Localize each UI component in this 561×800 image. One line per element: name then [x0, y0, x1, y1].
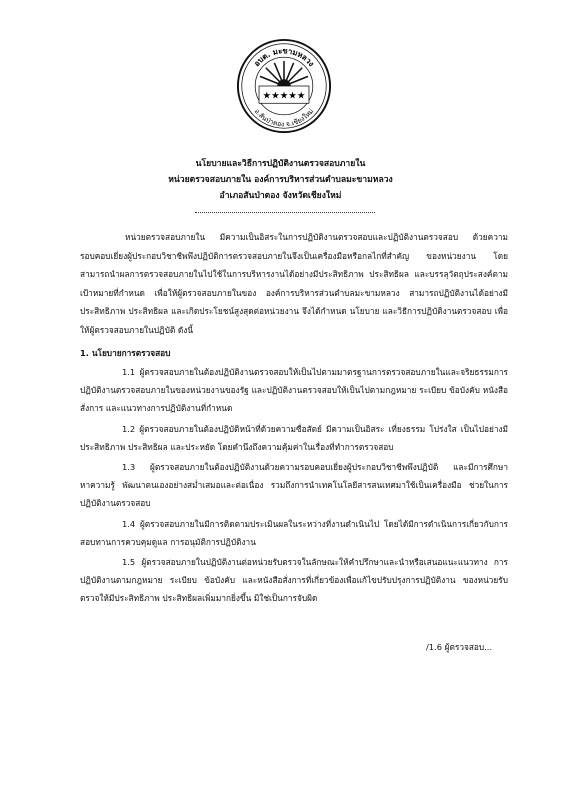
seal-bottom-text: อ.สันป่าตอง จ.เชียงใหม่: [252, 107, 316, 129]
seal-stars: ★★★★★: [262, 90, 306, 102]
organization-seal: [236, 38, 332, 134]
intro-paragraph: หน่วยตรวจสอบภายใน มีความเป็นอิสระในการปฏิบัติงานตรวจสอบและปฏิบัติงานตรวจสอบ ด้วยความรอบคอบเยี่ยงผู้ประกอบวิชาชีพพึงปฏิบัติการตรวจสอบภายในจึงเป็นเครื่องมือหรือกลไกที่สำคัญ ของหน่วยงาน โดยสามารถนำผลการตรวจสอบภายในไปใช้ในการบริหารงานได้อย่างมีประสิทธิภาพ ประสิทธิผล และบรรลุวัตถุประสงค์ตามเป้าหมายที่กำหนด เพื่อให้ผู้ตรวจสอบภายในของ องค์การบริหารส่วนตำบลมะขามหลวง สามารถปฏิบัติงานได้อย่างมีประสิทธิภาพ ประสิทธิผล และเกิดประโยชน์สูงสุดต่อหน่วยงาน จึงได้กำหนด นโยบาย และวิธีการปฏิบัติงานตรวจสอบ เพื่อให้ผู้ตรวจสอบภายในปฏิบัติ ดังนี้: [80, 232, 508, 335]
document-subtitle-unit: หน่วยตรวจสอบภายใน องค์การบริหารส่วนตำบลมะขามหลวง: [168, 175, 393, 185]
section-heading: 1. นโยบายการตรวจสอบ: [80, 348, 171, 358]
policy-item-1-5: 1.5 ผู้ตรวจสอบภายในปฏิบัติงานต่อหน่วยรับตรวจในลักษณะให้คำปรึกษาและนำหรือเสนอแนะแนวทาง การปฏิบัติงานตามกฎหมาย ระเบียบ ข้อบังคับ และหนังสือสั่งการที่เกี่ยวข้องเพื่อแก้ไขปรับปรุงการปฏิบัติงาน ของหน่วยรับตรวจให้มีประสิทธิภาพ ประสิทธิผลเพิ่มมากยิ่งขึ้น มิใช่เป็นการจับผิด: [80, 557, 508, 603]
seal-top-text: อบต. มะขามหลวง: [252, 46, 316, 69]
policy-item-1-2: 1.2 ผู้ตรวจสอบภายในต้องปฏิบัติหน้าที่ด้วยความซื่อสัตย์ มีความเป็นอิสระ เที่ยงธรรม โปร่งใส เป็นไปอย่างมีประสิทธิภาพ ประสิทธิผล และประหยัด โดยคำนึงถึงความคุ้มค่าในเรื่องที่ทำการตรวจสอบ: [80, 424, 508, 452]
policy-item-1-1: 1.1 ผู้ตรวจสอบภายในต้องปฏิบัติงานตรวจสอบให้เป็นไปตามมาตรฐานการตรวจสอบภายในและจริยธรรมการปฏิบัติงานตรวจสอบภายในของหน่วยงานของรัฐ และปฏิบัติงานตรวจสอบให้เป็นไปตามกฎหมาย ระเบียบ ข้อบังคับ หนังสือสั่งการ และแนวทางการปฏิบัติงานที่กำหนด: [80, 367, 508, 413]
policy-item-1-4: 1.4 ผู้ตรวจสอบภายในมีการติดตามประเมินผลในระหว่างที่งานดำเนินไป โดยได้มีการดำเนินการเกี่ยวกับการสอบทานการควบคุมดูแล การอนุมัติการปฏิบัติงาน: [80, 519, 508, 547]
svg-text:อ.สันป่าตอง จ.เชียงใหม่: [253, 107, 316, 128]
document-subtitle-location: อำเภอสันป่าตอง จังหวัดเชียงใหม่: [219, 191, 342, 201]
document-title: นโยบายและวิธีการปฏิบัติงานตรวจสอบภายใน: [195, 159, 366, 169]
continuation-note: /1.6 ผู้ตรวจสอบ...: [426, 642, 493, 652]
policy-item-1-3: 1.3 ผู้ตรวจสอบภายในต้องปฏิบัติงานด้วยความรอบคอบเยี่ยงผู้ประกอบวิชาชีพพึงปฏิบัติ และมีการศึกษา หาความรู้ พัฒนาตนเองอย่างสม่ำเสมอและต่อเนื่อง รวมถึงการนำเทคโนโลยีสารสนเทศมาใช้เป็นเครื่องมือ ช่วยในการปฏิบัติงานตรวจสอบ: [80, 462, 508, 508]
dotted-divider: [195, 212, 375, 213]
